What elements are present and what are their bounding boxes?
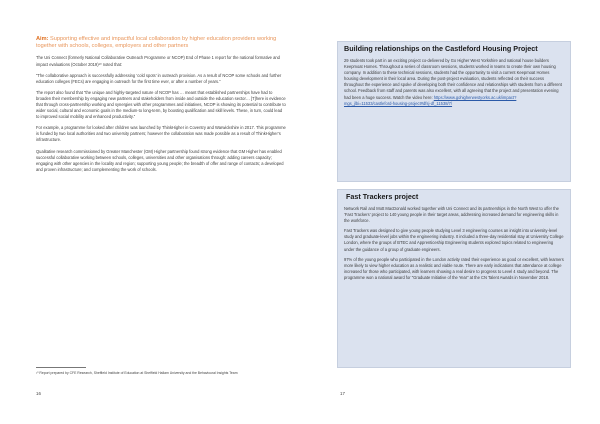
video-link[interactable]: https://www.gohigherwestyorks.ac.uk/impact?mgs_jlbi=11533/castleford-housing-project#dfsj-df_11538/7/ [344, 94, 517, 106]
box-paragraph: 97% of the young people who participated in the London activity rated their experience as good or excellent, with learners more likely to view higher education as a realistic and viable route. There are early indications that attendance at college increased for those who participated, with learners showing a real desire to progress to Level 4 study and beyond. The programme won a national award for “Graduate Initiative of the Year” at the CN Talent Awards in November 2018. [344, 256, 564, 280]
paragraph: The report also found that “the unique and highly-targeted nature of NCOP has … meant that established partnerships have had to broaden their membership by engaging new partners and stakeholders from inside and outside the education sector… [T]here is evidence that through cross-partnership working and synergies with other programmes and initiatives, NCOP is showing its potential to contribute to wider social, cultural and economic goals in the medium-to long-term, by boosting qualification and skill levels. These, in turn, could lead to improved social mobility and enhanced productivity.” [36, 89, 286, 120]
box-text [344, 58, 564, 107]
box-title: Fast Trackers project [346, 192, 419, 201]
paragraph: For example, a programme for looked after children was launched by ThinkHigher in Coventry and Warwickshire in 2017. This programme is funded by two local authorities and two university partners; however the collaboration was made possible as a result of ThinkHigher’s infrastructure. [36, 125, 286, 143]
paragraph: Qualitative research commissioned by Greater Manchester (GM) Higher partnership found strong evidence that GM Higher has enabled successful collaborative working between schools, colleges, universities and other organisations through: adding careers capacity; engaging with other agencies in the locality and region; supporting young people; the breadth of offer and range of contacts; a developed and proven infrastructure; and complementing the work of schools. [36, 148, 284, 172]
left-column [36, 36, 286, 178]
page-number-left: 16 [36, 391, 41, 396]
paragraph: The Uni Connect (formerly National Collaborative Outreach Programme or NCOP) End of Phase 1 report for the national formative and impact evaluations (October 2019)¹⁰ noted that: [36, 55, 280, 67]
page-number-right: 17 [340, 391, 345, 396]
footnote-divider [36, 367, 86, 368]
box-paragraph: Fast Trackers was designed to give young people studying Level 3 engineering courses an insight into university-level study and graduate-level jobs within the engineering industry. It included a three-day residential stay at University College London, where the groups of BTEC and Apprenticeship Engineering students explored topics related to engineering under the guidance of a group of graduate engineers. [344, 228, 564, 252]
paragraph: “The collaborative approach is successfully addressing ‘cold spots’ in outreach provision. As a result of NCOP some schools and further education colleges (FECs) are engaging in outreach for the first time ever, or after a number of years.” [36, 72, 282, 84]
aim-label: Aim: [36, 36, 49, 42]
castleford-case-study-box [337, 41, 571, 182]
aim-text: Supporting effective and impactful local collaboration by higher education providers working together with schools, colleges, employers and other partners [36, 36, 277, 50]
box-body: 29 students took part in an exciting project co-delivered by Go Higher West Yorkshire and national house builders Keepmoat Homes. Throughout a series of classroom sessions, students worked in teams to create their own housing company. In addition to these technical sessions, students had the opportunity to visit a current Keepmoat Homes housing development in their local area. During the post-project evaluation, students reflected on their success throughout the experience and spoke of developing both their confidence and relationships with students from a different school. Feedback from staff and parents was also excellent, with all agreeing that the project and presentation evening had been a huge success. Watch the video here: [344, 58, 562, 100]
aim-heading [36, 36, 286, 50]
box-paragraph: Network Rail and Mott MacDonald worked together with Uni Connect and its partnerships in the North West to offer the ‘Fast Trackers’ project to 140 young people in their target areas, addressing increased demand for engineering skills in the workforce. [344, 206, 559, 224]
footnote: ¹⁰ Report prepared by CFE Research, Sheffield Institute of Education at Sheffield Hallam University and the Behavioural Insights Team [36, 371, 238, 375]
fast-trackers-box [337, 189, 571, 368]
box-title: Building relationships on the Castleford Housing Project [344, 44, 538, 53]
